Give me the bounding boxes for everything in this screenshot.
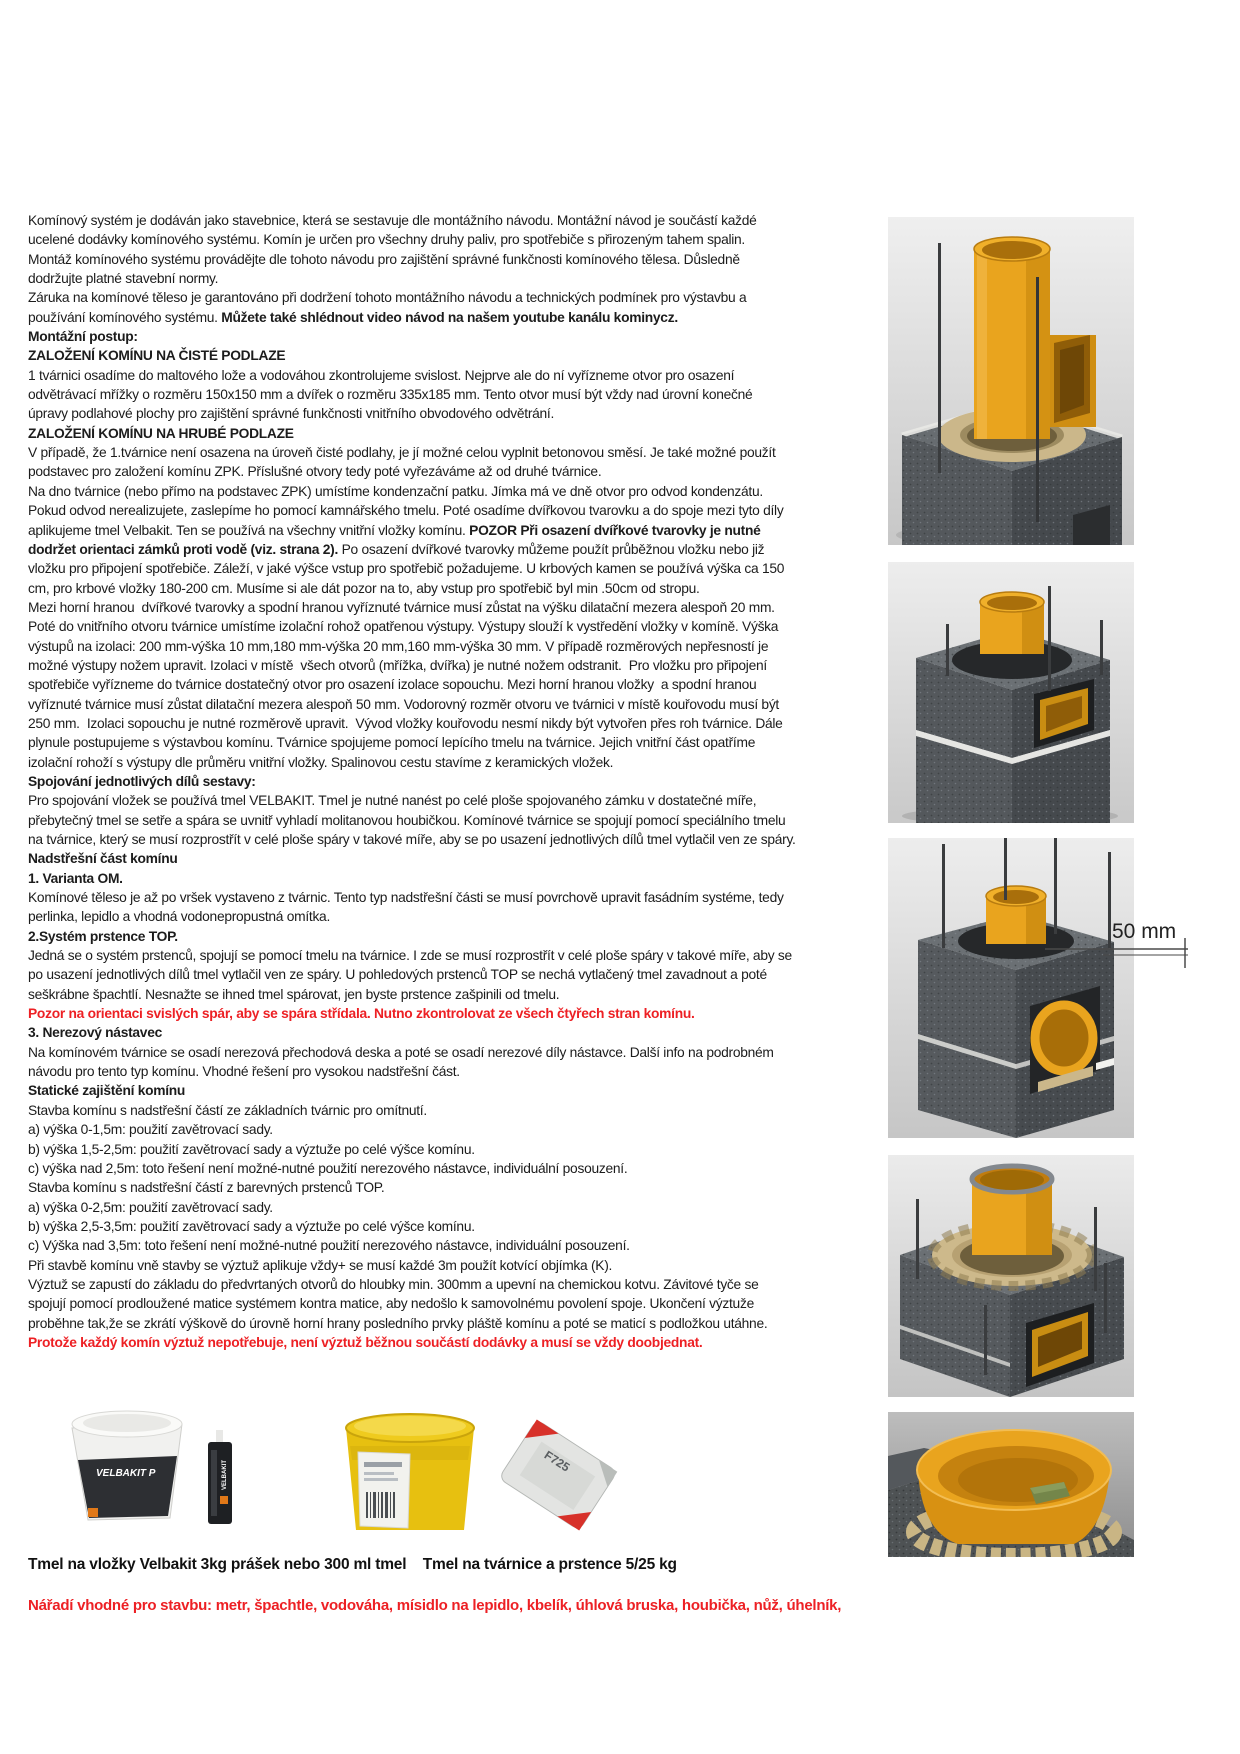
photo-condensate-base xyxy=(888,1412,1134,1557)
text-line: cm, pro krbové vložky 180-200 cm. Musíme si ale dát pozor na to, aby vstup pro spotřebič byl min .50cm od stropu. xyxy=(28,580,700,596)
text-line: ZALOŽENÍ KOMÍNU NA HRUBÉ PODLAZE xyxy=(28,425,294,441)
text-line: aplikujeme tmel Velbakit. Ten se používá na všechny vnitřní vložky komínu. POZOR Při osazení dvířkové tvarovky je nutné xyxy=(28,522,761,538)
text-line: a) výška 0-1,5m: použití zavětrovací sady. xyxy=(28,1122,273,1138)
photo-stacked-blocks xyxy=(888,562,1134,823)
text-line: Na dno tvárnice (nebo přímo na podstavec ZPK) umístíme kondenzační patku. Jímka má ve dně otvor pro odvod kondenzátu. xyxy=(28,483,763,499)
text-line: Poté do vnitřního otvoru tvárnice umístíme izolační rohož opatřenou výstupy. Výstupy slouží k vystředění vložky v komíně. Výška xyxy=(28,619,779,635)
text-line: vyříznuté tvárnice musí zůstat dilatační mezera alespoň 50 mm. Vodorovný rozměr otvoru ve tvárnici v místě kouřovodu musí být xyxy=(28,696,779,712)
photo-flue-outlet-block xyxy=(888,838,1134,1138)
manual-text xyxy=(28,211,888,1352)
text-line: ucelené dodávky komínového systému. Komín je určen pro všechny druhy paliv, pro spotřebiče s přirozeným tahem spalin. xyxy=(28,232,745,248)
text-line: c) výška nad 2,5m: toto řešení není možné-nutné použití nerezového nástavce, individuální posouzení. xyxy=(28,1160,628,1176)
text-line: Výztuž se zapustí do základu do předvrtaných otvorů do hloubky min. 300mm a upevní na chemickou kotvu. Závitové tyče se xyxy=(28,1276,759,1292)
footer-tmel-line: Tmel na vložky Velbakit 3kg prášek nebo 300 ml tmel Tmel na tvárnice a prstence 5/25 kg xyxy=(28,1556,677,1573)
footer-tools-line: Nářadí vhodné pro stavbu: metr, špachtle, vodováha, mísidlo na lepidlo, kbelík, úhlová bruska, houbička, nůž, úhelník, xyxy=(28,1597,842,1614)
text-line: Montáž komínového systému provádějte dle tohoto návodu pro zajištění správné funkčnosti komínového tělesa. Důsledně xyxy=(28,251,740,267)
text-line: Stavba komínu s nadstřešní částí z barevných prstenců TOP. xyxy=(28,1180,385,1196)
text-line: výstupů na izolaci: 200 mm-výška 10 mm,180 mm-výška 20 mm,160 mm-výška 30 mm. V případě rozměrových nepřesností je xyxy=(28,638,769,654)
text-line: Jedná se o systém prstenců, spojují se pomocí tmelu na tvárnice. I zde se musí rozprostřít v celé ploše spáry v takové míře, aby se xyxy=(28,948,792,964)
text-line: 2.Systém prstence TOP. xyxy=(28,928,178,944)
text-line: Komínový systém je dodáván jako stavebnice, která se sestavuje dle montážního návodu. Montážní návod je součástí každé xyxy=(28,213,757,228)
product-cartridge xyxy=(208,1430,232,1524)
text-line: 250 mm. Izolaci sopouchu je nutné rozměrově upravit. Vývod vložky kouřovodu nesmí nikdy být vytvořen přes roh tvárnice. Dále xyxy=(28,715,783,731)
text-line: podstavec pro založení komínu ZPK. Příslušné otvory tedy poté vyřezáváme až od druhé tvárnice. xyxy=(28,464,602,480)
text-line: plynule postupujeme s výstavbou komínu. Tvárnice spojujeme pomocí lepícího tmelu na tvárnice. Jejich vnitřní část opatříme xyxy=(28,735,756,751)
photo-insulation-ring-block xyxy=(888,1155,1134,1397)
product-velbakit-bucket xyxy=(72,1411,182,1520)
text-line: b) výška 1,5-2,5m: použití zavětrovací sady a výztuže po celé výšce komínu. xyxy=(28,1141,475,1157)
insulation-ring-illustration xyxy=(888,1155,1134,1397)
photo-chimney-block-liner xyxy=(888,217,1134,545)
text-line: odvětrávací mřížky o rozměru 150x150 mm a dvířek o rozměru 335x185 mm. Tento otvor musí být vždy nad úrovní konečné xyxy=(28,387,753,403)
text-line: spotřebiče vyřízneme do tvárnice dostatečný otvor pro osazení izolace sopouchu. Mezi horní hranou vložky a spodní hranou xyxy=(28,677,757,693)
product-yellow-bucket xyxy=(346,1414,474,1530)
product-mortar-sack xyxy=(499,1420,618,1531)
text-line: Mezi horní hranou dvířkové tvarovky a spodní hranou vyříznuté tvárnice musí zůstat na výšku dilatační mezera alespoň 20 mm. xyxy=(28,599,775,615)
text-line: možné výstupy nožem upravit. Izolaci v místě všech otvorů (mřížka, dvířka) je nutné nožem odstranit. Pro vložku pro připojení xyxy=(28,657,767,673)
text-line: 1 tvárnici osadíme do maltového lože a vodováhou zkontrolujeme svislost. Nejprve ale do ní vyřízneme otvor pro osazení xyxy=(28,367,735,383)
text-line: Stavba komínu s nadstřešní částí ze základních tvárnic pro omítnutí. xyxy=(28,1102,427,1118)
text-line: úpravy podlahové plochy pro zajištění správné funkčnosti vnitřního obvodového odvětrání. xyxy=(28,406,555,422)
text-line: Spojování jednotlivých dílů sestavy: xyxy=(28,773,256,789)
stacked-blocks-illustration xyxy=(888,562,1134,823)
dimension-line xyxy=(1045,938,1200,970)
text-line: perlinka, lepidlo a vhodná vodonepropustná omítka. xyxy=(28,909,331,925)
text-line: vložku pro připojení spotřebiče. Záleží, v jaké výšce vstup pro spotřebič požadujeme. U krbových kamen se používá výška ca 150 xyxy=(28,561,785,577)
text-line: Pokud odvod nerealizujete, zaslepíme ho pomocí kamnářského tmelu. Poté osadíme dvířkovou tvarovku a do spoje mezi tyto díly xyxy=(28,503,784,519)
sack-label: F725 xyxy=(541,1447,573,1475)
text-line: Statické zajištění komínu xyxy=(28,1083,186,1099)
flue-outlet-illustration xyxy=(888,838,1134,1138)
text-line: 1. Varianta OM. xyxy=(28,870,123,886)
text-line: Nadstřešní část komínu xyxy=(28,851,178,867)
text-line: c) Výška nad 3,5m: toto řešení není možné-nutné použití nerezového nástavce, individuální posouzení. xyxy=(28,1238,630,1254)
velbakit-bucket-label: VELBAKIT P xyxy=(96,1468,156,1479)
dimension-label: 50 mm xyxy=(1112,920,1177,943)
text-line: izolační rohoží s výstupy dle průměru vnitřní vložky. Spalinovou cestu stavíme z keramických vložek. xyxy=(28,754,614,770)
text-line: používání komínového systému. Můžete také shlédnout video návod na našem youtube kanálu kominycz. xyxy=(28,309,678,325)
text-line: 3. Nerezový nástavec xyxy=(28,1025,162,1041)
text-line: přebytečný tmel se setře a spára se uvnitř vyhladí molitanovou houbičkou. Komínové tvárnice se spojují pomocí speciálního tmelu xyxy=(28,812,786,828)
text-line: po usazení jednotlivých dílů tmel vytlačil ven ze spáry. U pohledových prstenců TOP se nechá vytlačený tmel zavadnout a poté xyxy=(28,967,767,983)
text-line: ZALOŽENÍ KOMÍNU NA ČISTÉ PODLAZE xyxy=(28,348,286,364)
text-line: Záruka na komínové těleso je garantováno při dodržení tohoto montážního návodu a technických podmínek pro výstavbu a xyxy=(28,290,747,306)
text-line: a) výška 0-2,5m: použití zavětrovací sady. xyxy=(28,1199,273,1215)
text-line: b) výška 2,5-3,5m: použití zavětrovací sady a výztuže po celé výšce komínu. xyxy=(28,1218,475,1234)
text-line: Při stavbě komínu vně stavby se výztuž aplikuje vždy+ se musí každé 3m použít kotvící objímka (K). xyxy=(28,1257,613,1273)
products-illustration xyxy=(58,1400,638,1540)
cartridge-label: VELBAKIT xyxy=(222,1460,228,1490)
chimney-block-liner-illustration xyxy=(888,217,1134,545)
condensate-base-illustration xyxy=(888,1412,1134,1557)
text-line: Pozor na orientaci svislých spár, aby se spára střídala. Nutno zkontrolovat ze všech čtyřech stran komínu. xyxy=(28,1006,695,1022)
text-line: Protože každý komín výztuž nepotřebuje, není výztuž běžnou součástí dodávky a musí se vždy doobjednat. xyxy=(28,1334,703,1350)
text-line: Komínové těleso je až po vršek vystaveno z tvárnic. Tento typ nadstřešní části se musí povrchově upravit fasádním systéme, tedy xyxy=(28,890,784,906)
text-line: spojují pomocí prodloužené matice systémem kontra matice, aby nedošlo k samovolnému povolení spoje. Ukončení výztuže xyxy=(28,1296,754,1312)
text-line: dodržet orientaci zámků proti vodě (viz. strana 2). Po osazení dvířkové tvarovky můžeme použít průběžnou vložku nebo již xyxy=(28,541,765,557)
text-line: na tvárnice, který se musí rozprostřít v celé ploše spáry v takové míře, aby se po usazení jednotlivých dílů tmel vytlačil ven ze spáry. xyxy=(28,832,796,847)
text-line: Montážní postup: xyxy=(28,329,138,345)
text-line: seškrábne špachtlí. Nesnažte se ihned tmel spárovat, jen byste prstence zašpinili od tmelu. xyxy=(28,986,560,1002)
product-photos xyxy=(58,1400,638,1545)
text-line: V případě, že 1.tvárnice není osazena na úroveň čisté podlahy, je jí možné celou vyplnit betonovou směsí. Je také možné použít xyxy=(28,445,776,461)
text-line: návodu pro tento typ komínu. Vhodné řešení pro vysokou nadstřešní část. xyxy=(28,1064,460,1080)
text-line: proběhne tak,že se zkrátí výškově do úrovně horní hrany posledního prvky pláště komínu a poté se maticí s podložkou utáhne. xyxy=(28,1315,768,1331)
text-line: dodržujte platné stavební normy. xyxy=(28,271,219,287)
text-line: Pro spojování vložek se používá tmel VELBAKIT. Tmel je nutné nanést po celé ploše spojovaného zámku v dostatečné míře, xyxy=(28,793,757,809)
text-line: Na komínovém tvárnice se osadí nerezová přechodová deska a poté se osadí nerezové díly nástavce. Další info na podrobném xyxy=(28,1044,774,1060)
